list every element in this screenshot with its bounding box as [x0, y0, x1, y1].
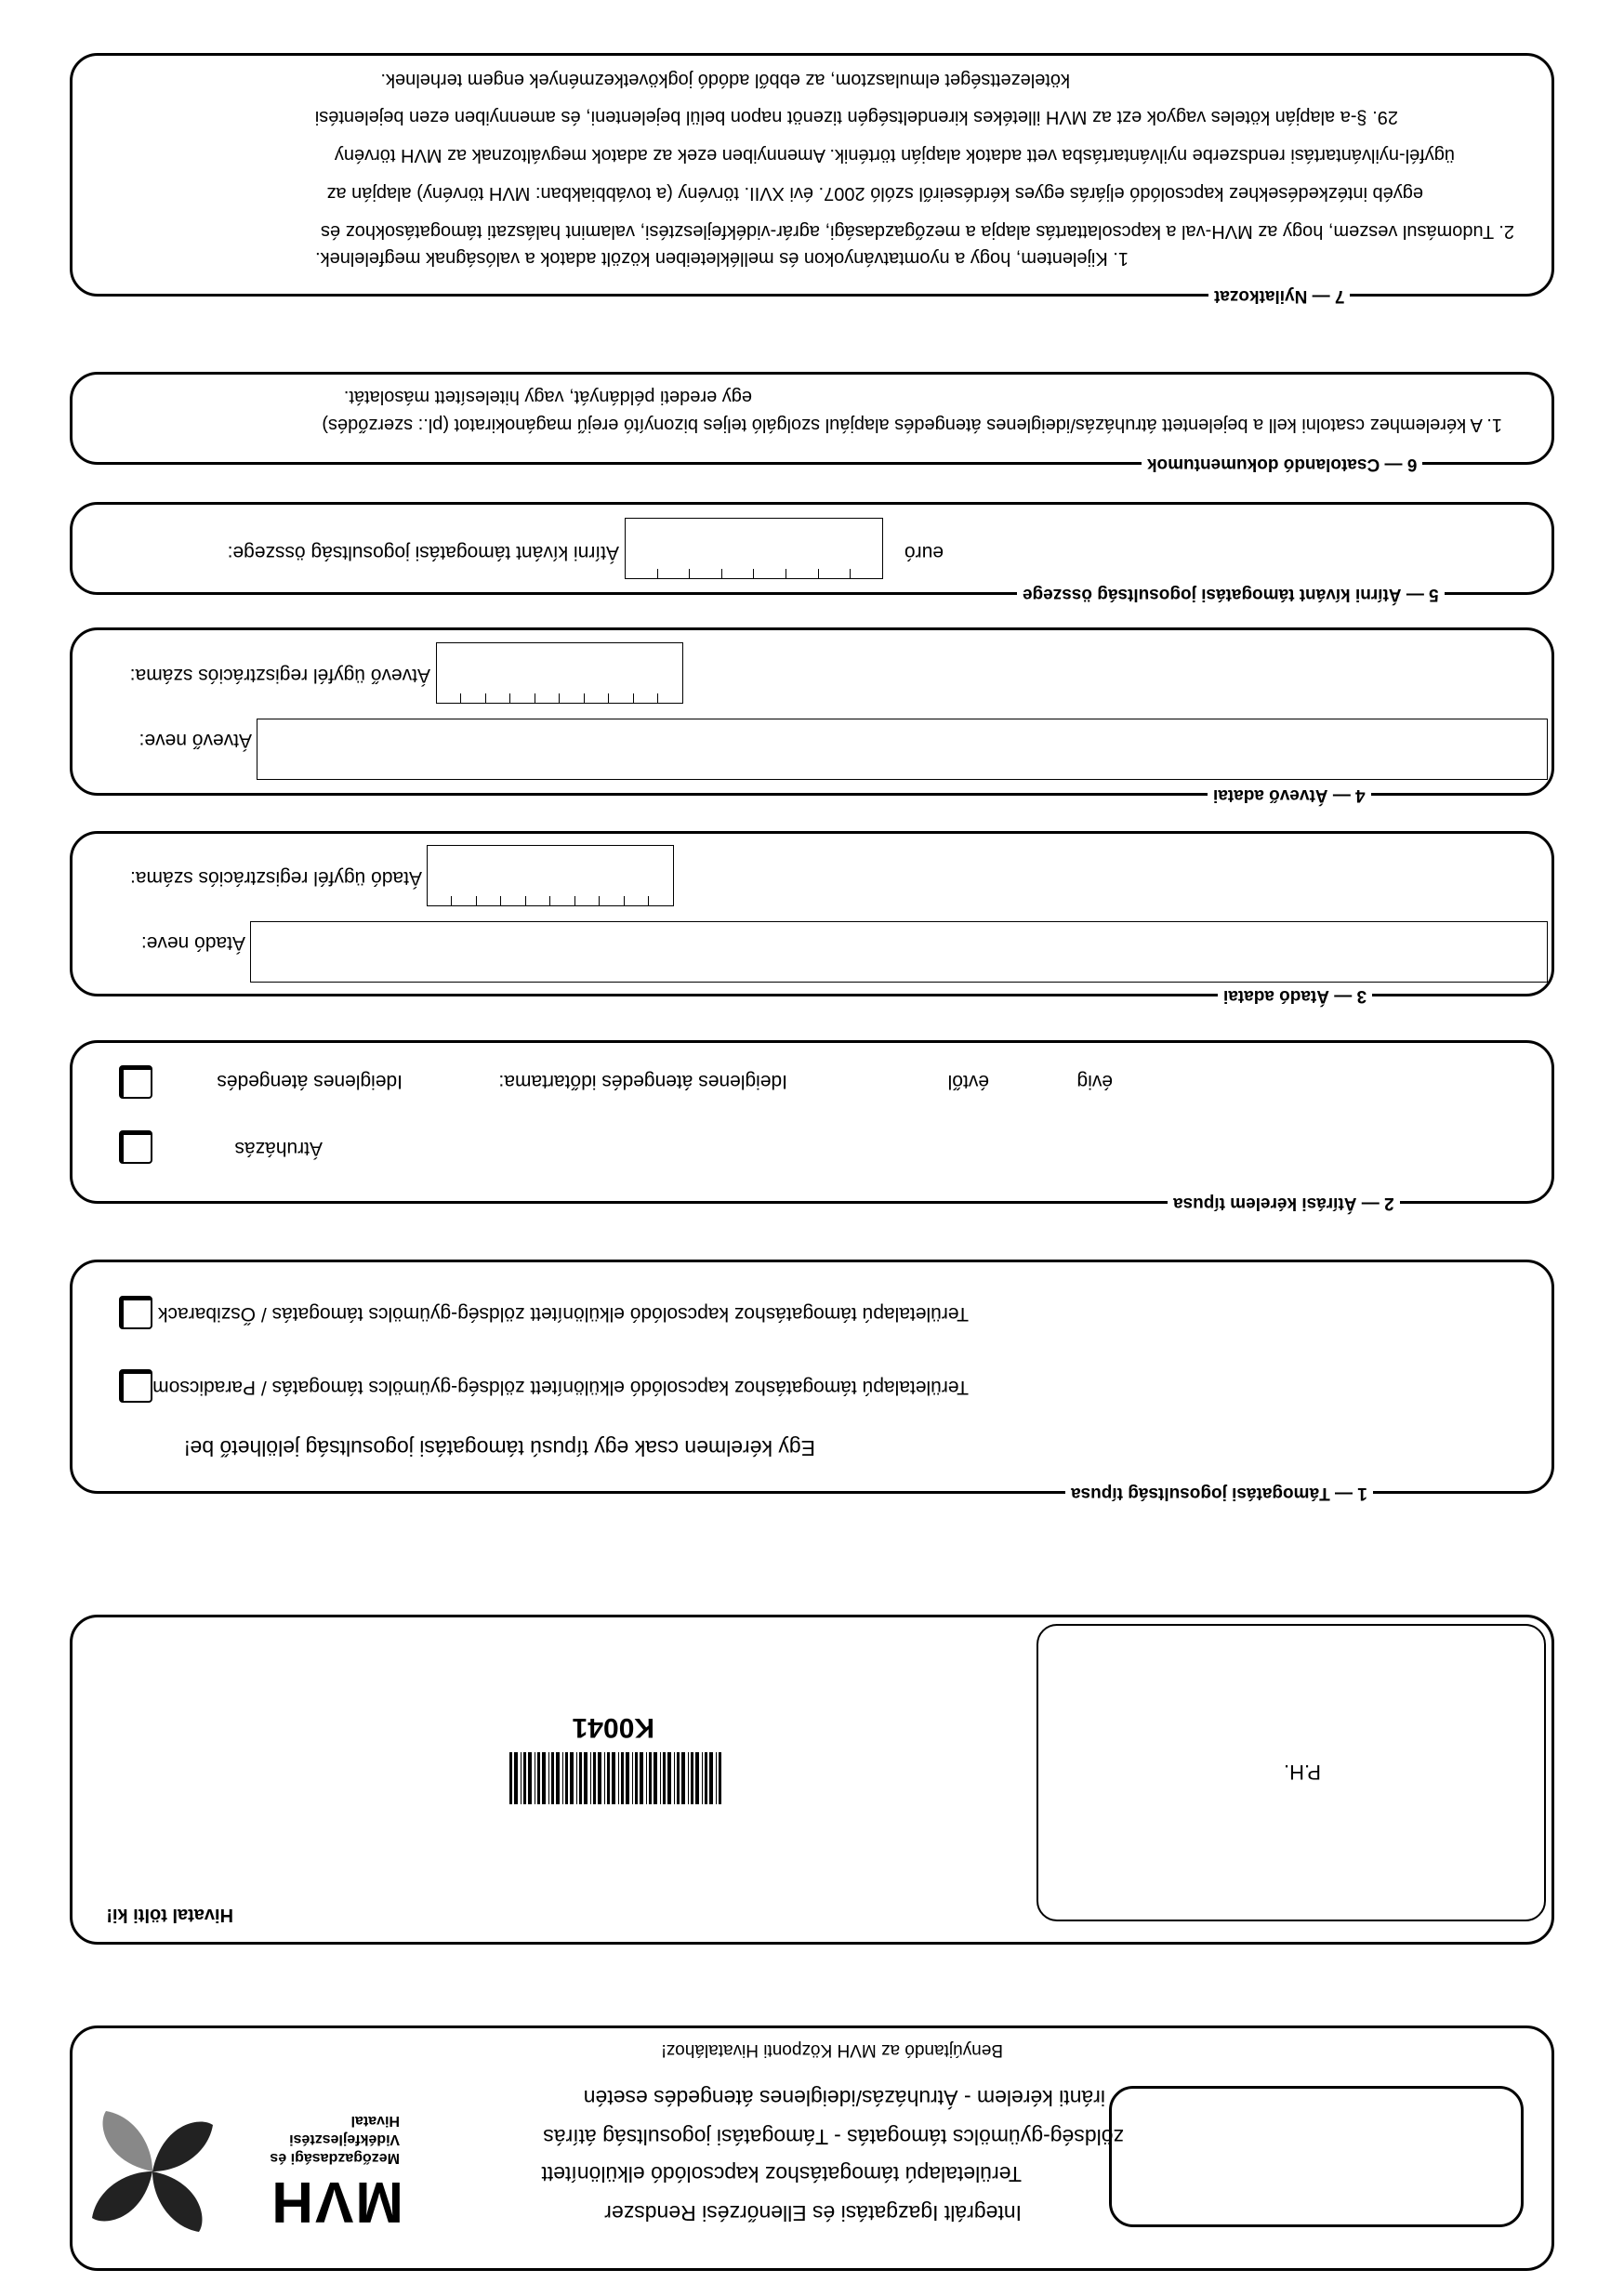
logo-sub2: Vidékfejlesztési	[289, 2131, 400, 2147]
amount-label: Átírni kívánt támogatási jogosultság összege:	[227, 542, 619, 563]
option-oszibarack-label: Területalapú támogatáshoz kapcsolódó elkülönített zöldség-gyümölcs támogatás / Őszibarack	[158, 1303, 969, 1325]
reg-digit-ticks	[428, 894, 673, 905]
header-title-line3: zöldség-gyümölcs támogatás - Támogatási jogosultság átírás	[543, 2125, 1124, 2149]
section3-box	[70, 831, 1554, 1006]
checkbox-temporary[interactable]	[119, 1065, 152, 1099]
office-box	[70, 1615, 1554, 1945]
header-title-line1: Integrált Igazgatási és Ellenőrzési Rendszer	[604, 2201, 1022, 2225]
office-label: Hivatal tölti ki!	[106, 1905, 233, 1925]
section1-instruction: Egy kérelmen csak egy típusú támogatási jogosultság jelölhető be!	[184, 1436, 815, 1460]
declaration-line3: egyéb intézkedésekhez kapcsolódó eljárás egyes kérdéseiről szóló 2007. évi XVII. törvény (a továbbiakban: MVH törvény) alapján az	[326, 183, 1423, 204]
header-title-line2: Területalapú támogatáshoz kapcsolódó elkülönített	[541, 2162, 1022, 2186]
declaration-line5: 29. §-a alapján köteles vagyok ezt az MVH illetékes kirendeltségén tizenöt napon belül bejelenteni, és amennyiben ezen bejelentési	[314, 107, 1398, 127]
barcode	[508, 1752, 721, 1804]
section1-box	[70, 1260, 1554, 1503]
logo-text: MVH	[270, 2170, 403, 2234]
checkbox-oszibarack[interactable]	[119, 1296, 152, 1329]
logo-sub1: Mezőgazdasági és	[270, 2150, 400, 2166]
transferor-reg-input[interactable]	[427, 845, 674, 906]
form-id-box[interactable]	[1109, 2086, 1524, 2227]
section4-box	[70, 627, 1554, 805]
section2-box	[70, 1040, 1554, 1213]
mvh-logo	[87, 2095, 403, 2244]
transferee-name-input[interactable]	[257, 719, 1548, 780]
attachment-line2: egy eredeti példányát, vagy hitelesített másolatát.	[343, 387, 752, 407]
to-year-label: évig	[1076, 1071, 1113, 1092]
header-box	[70, 2025, 1554, 2271]
transferee-reg-input[interactable]	[436, 642, 683, 704]
duration-label: Ideiglenes átengedés időtartama:	[498, 1071, 787, 1092]
attachment-line1: 1. A kérelemhez csatolni kell a bejelentett átruházás/ideiglenes átengedés alapjául szolgáló teljes bizonyító erejű magánokiratot (pl.: szerződés)	[322, 415, 1502, 435]
option-paradicsom-label: Területalapú támogatáshoz kapcsolódó elkülönített zöldség-gyümölcs támogatás / Paradicsom	[152, 1377, 969, 1398]
from-year-label: évtől	[947, 1071, 989, 1092]
section7-legend: 7 — Nyilatkozat	[1208, 285, 1350, 306]
option-transfer-label: Átruházás	[234, 1138, 323, 1159]
mvh-logo-mark	[87, 2106, 218, 2237]
transferor-name-label: Átadó neve:	[140, 932, 245, 954]
currency-label: euró	[904, 542, 944, 563]
transferee-reg-label: Átvevő ügyfél regisztrációs száma:	[129, 665, 430, 686]
section1-legend: 1 — Támogatási jogosultság típusa	[1065, 1483, 1373, 1503]
submit-note: Benyújtandó az MVH Központi Hivatalához!	[661, 2040, 1003, 2060]
option-temporary-label: Ideiglenes átengedés	[217, 1071, 403, 1092]
amount-digit-ticks	[626, 567, 882, 578]
section6-legend: 6 — Csatolandó dokumentumok	[1142, 454, 1422, 474]
declaration-line2: 2. Tudomásul veszem, hogy az MVH-val a kapcsolattartás alapja a mezőgazdasági, agrár-vidékfejlesztési, valamint halászati támogatásokhoz és	[321, 221, 1514, 242]
section3-legend: 3 — Átadó adatai	[1218, 985, 1372, 1006]
section5-legend: 5 — Átírni kívánt támogatási jogosultság összege	[1017, 584, 1445, 604]
section7-box	[70, 53, 1554, 306]
declaration-line1: 1. Kijelentem, hogy a nyomtatványokon és mellékleteiben közölt adatok a valóságnak megfelelnek.	[315, 248, 1129, 269]
logo-sub3: Hivatal	[350, 2113, 400, 2129]
declaration-line6: kötelezettséget elmulasztom, az ebből adódó jogkövetkezmények engem terhelnek.	[380, 70, 1070, 90]
stamp-area[interactable]	[1036, 1624, 1546, 1921]
transferor-reg-label: Átadó ügyfél regisztrációs száma:	[130, 867, 422, 889]
amount-input[interactable]	[625, 518, 883, 579]
section4-legend: 4 — Átvevő adatai	[1208, 785, 1371, 805]
reg-digit-ticks	[437, 692, 682, 703]
stamp-label: P.H.	[1284, 1761, 1321, 1784]
barcode-text: K0041	[572, 1712, 654, 1743]
section5-box	[70, 502, 1554, 604]
header-title-line4: iránti kérelem - Átruházás/ideiglenes átengedés esetén	[583, 2086, 1105, 2110]
checkbox-transfer[interactable]	[119, 1130, 152, 1164]
declaration-line4: ügyfél-nyilvántartási rendszerbe nyilvántartásba vett adatok alapján történik. Amennyiben ezek az adatok megváltoznak az MVH törvény	[334, 145, 1455, 165]
checkbox-paradicsom[interactable]	[119, 1369, 152, 1403]
transferee-name-label: Átvevő neve:	[139, 730, 252, 751]
section2-legend: 2 — Átírási kérelem típusa	[1168, 1193, 1400, 1213]
section6-box	[70, 372, 1554, 474]
transferor-name-input[interactable]	[250, 921, 1548, 983]
